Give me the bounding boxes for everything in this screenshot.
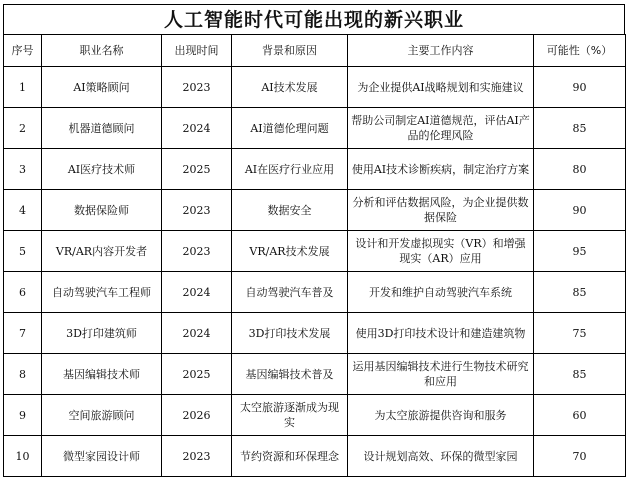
cell-name: VR/AR内容开发者	[42, 231, 162, 272]
cell-name: 自动驾驶汽车工程师	[42, 272, 162, 313]
table-row	[4, 231, 626, 272]
cell-no: 5	[4, 231, 42, 272]
cell-no: 9	[4, 395, 42, 436]
cell-background: AI在医疗行业应用	[232, 149, 348, 190]
cell-work: 运用基因编辑技术进行生物技术研究和应用	[348, 354, 534, 395]
cell-year: 2026	[162, 395, 232, 436]
cell-background: 太空旅游逐渐成为现实	[232, 395, 348, 436]
cell-work: 开发和维护自动驾驶汽车系统	[348, 272, 534, 313]
header-row	[4, 35, 626, 67]
cell-probability: 90	[534, 190, 626, 231]
cell-no: 1	[4, 67, 42, 108]
cell-year: 2023	[162, 231, 232, 272]
cell-work: 帮助公司制定AI道德规范，评估AI产品的伦理风险	[348, 108, 534, 149]
cell-name: 空间旅游顾问	[42, 395, 162, 436]
cell-year: 2023	[162, 190, 232, 231]
cell-work: 为企业提供AI战略规划和实施建议	[348, 67, 534, 108]
cell-background: 基因编辑技术普及	[232, 354, 348, 395]
cell-probability: 85	[534, 354, 626, 395]
table-row	[4, 108, 626, 149]
cell-work: 设计规划高效、环保的微型家园	[348, 436, 534, 477]
cell-background: AI道德伦理问题	[232, 108, 348, 149]
cell-probability: 75	[534, 313, 626, 354]
cell-background: 3D打印技术发展	[232, 313, 348, 354]
table-row	[4, 354, 626, 395]
cell-probability: 90	[534, 67, 626, 108]
header-no: 序号	[4, 35, 42, 67]
table-row	[4, 436, 626, 477]
cell-background: AI技术发展	[232, 67, 348, 108]
cell-name: 机器道德顾问	[42, 108, 162, 149]
cell-year: 2024	[162, 108, 232, 149]
cell-name: 基因编辑技术师	[42, 354, 162, 395]
cell-probability: 70	[534, 436, 626, 477]
careers-table	[3, 34, 626, 477]
cell-probability: 60	[534, 395, 626, 436]
cell-work: 使用AI技术诊断疾病，制定治疗方案	[348, 149, 534, 190]
cell-no: 8	[4, 354, 42, 395]
table-row	[4, 272, 626, 313]
cell-work: 设计和开发虚拟现实（VR）和增强现实（AR）应用	[348, 231, 534, 272]
cell-name: AI策略顾问	[42, 67, 162, 108]
cell-name: 3D打印建筑师	[42, 313, 162, 354]
cell-background: VR/AR技术发展	[232, 231, 348, 272]
cell-no: 7	[4, 313, 42, 354]
document-page	[0, 4, 628, 504]
cell-year: 2023	[162, 436, 232, 477]
cell-no: 10	[4, 436, 42, 477]
cell-probability: 85	[534, 272, 626, 313]
cell-work: 为太空旅游提供咨询和服务	[348, 395, 534, 436]
header-work: 主要工作内容	[348, 35, 534, 67]
table-title: 人工智能时代可能出现的新兴职业	[3, 4, 625, 34]
header-probability: 可能性（%）	[534, 35, 626, 67]
cell-background: 自动驾驶汽车普及	[232, 272, 348, 313]
table-row	[4, 149, 626, 190]
cell-name: 微型家园设计师	[42, 436, 162, 477]
cell-year: 2025	[162, 149, 232, 190]
cell-year: 2023	[162, 67, 232, 108]
table-row	[4, 67, 626, 108]
cell-name: 数据保险师	[42, 190, 162, 231]
header-year: 出现时间	[162, 35, 232, 67]
cell-name: AI医疗技术师	[42, 149, 162, 190]
cell-year: 2024	[162, 272, 232, 313]
cell-probability: 80	[534, 149, 626, 190]
cell-work: 使用3D打印技术设计和建造建筑物	[348, 313, 534, 354]
cell-no: 4	[4, 190, 42, 231]
table-row	[4, 313, 626, 354]
cell-probability: 95	[534, 231, 626, 272]
table-row	[4, 395, 626, 436]
cell-year: 2024	[162, 313, 232, 354]
cell-no: 6	[4, 272, 42, 313]
cell-no: 3	[4, 149, 42, 190]
cell-probability: 85	[534, 108, 626, 149]
cell-year: 2025	[162, 354, 232, 395]
cell-no: 2	[4, 108, 42, 149]
header-background: 背景和原因	[232, 35, 348, 67]
header-name: 职业名称	[42, 35, 162, 67]
cell-work: 分析和评估数据风险，为企业提供数据保险	[348, 190, 534, 231]
cell-background: 节约资源和环保理念	[232, 436, 348, 477]
cell-background: 数据安全	[232, 190, 348, 231]
table-row	[4, 190, 626, 231]
